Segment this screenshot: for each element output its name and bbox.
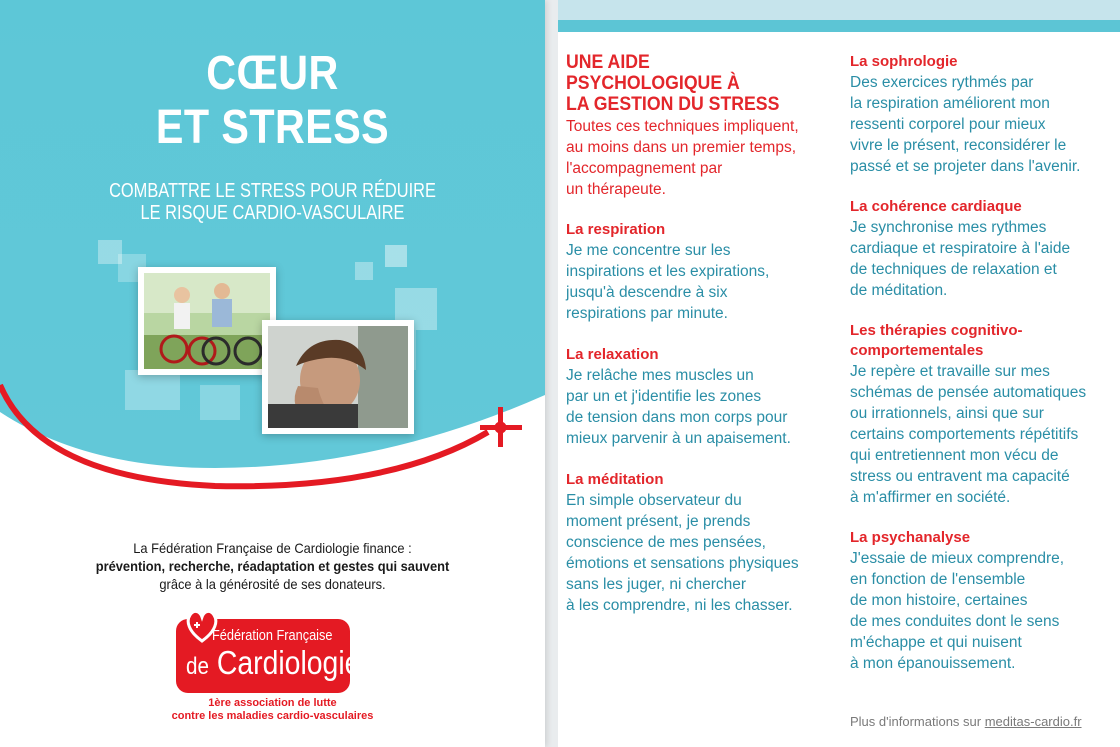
section-text	[850, 548, 1120, 674]
logo-tagline-line1: 1ère association de lutte	[208, 697, 337, 709]
cover-title-line1: CŒUR	[206, 47, 339, 100]
section-line: de techniques de relaxation et	[850, 261, 1057, 278]
section-line: émotions et sensations physiques	[566, 555, 799, 572]
section-title: La relaxation	[566, 346, 659, 363]
intro-line: l'accompagnement par	[566, 160, 723, 177]
section-sophrologie	[850, 52, 1120, 177]
section-title: La méditation	[566, 471, 664, 488]
main-heading-line: LA GESTION DU STRESS	[566, 94, 780, 115]
section-title-line: comportementales	[850, 342, 984, 359]
section-line: ressenti corporel pour mieux	[850, 116, 1046, 133]
column-left	[566, 52, 841, 616]
section-line: J'essaie de mieux comprendre,	[850, 550, 1065, 567]
section-coherence-cardiaque	[850, 197, 1120, 301]
column-right	[850, 52, 1120, 674]
section-meditation	[566, 470, 841, 616]
section-title-line: Les thérapies cognitivo-	[850, 322, 1023, 339]
section-relaxation	[566, 345, 841, 449]
section-line: jusqu'à descendre à six	[566, 284, 728, 301]
section-line: certains comportements répétitifs	[850, 426, 1079, 443]
section-line: conscience de mes pensées,	[566, 534, 766, 551]
section-title: La cohérence cardiaque	[850, 198, 1022, 215]
section-line: passé et se projeter dans l'avenir.	[850, 158, 1081, 175]
intro-line: Toutes ces techniques impliquent,	[566, 118, 799, 135]
intro-paragraph	[566, 116, 841, 200]
logo-text-federation: Fédération Française	[212, 627, 333, 644]
logo-text-de: de	[186, 653, 209, 680]
intro-line: un thérapeute.	[566, 181, 666, 198]
main-heading-line: PSYCHOLOGIQUE À	[566, 73, 740, 94]
section-therapies-cognitivo-comportementales	[850, 321, 1120, 508]
section-line: schémas de pensée automatiques	[850, 384, 1087, 401]
logo-tagline-line2: contre les maladies cardio-vasculaires	[171, 710, 374, 722]
section-line: moment présent, je prends	[566, 513, 751, 530]
section-line: cardiaque et respiratoire à l'aide	[850, 240, 1071, 257]
section-line: Je synchronise mes rythmes	[850, 219, 1047, 236]
federation-text-line3: grâce à la générosité de ses donateurs.	[159, 576, 386, 592]
section-line: En simple observateur du	[566, 492, 742, 509]
section-line: sans les juger, ni chercher	[566, 576, 747, 593]
section-line: à m'affirmer en société.	[850, 489, 1011, 506]
intro-line: au moins dans un premier temps,	[566, 139, 797, 156]
section-line: ou irrationnels, ainsi que sur	[850, 405, 1044, 422]
section-line: de mon histoire, certaines	[850, 592, 1028, 609]
cover-subtitle-line1: COMBATTRE LE STRESS POUR RÉDUIRE	[109, 180, 436, 202]
top-band-strip	[558, 20, 1120, 32]
section-title: La psychanalyse	[850, 529, 971, 546]
section-line: mieux parvenir à un apaisement.	[566, 430, 791, 447]
section-line: Je relâche mes muscles un	[566, 367, 754, 384]
section-line: inspirations et les expirations,	[566, 263, 770, 280]
section-line: Je repère et travaille sur mes	[850, 363, 1050, 380]
main-heading-line: UNE AIDE	[566, 52, 650, 73]
section-line: m'échappe et qui nuisent	[850, 634, 1022, 651]
section-line: en fonction de l'ensemble	[850, 571, 1026, 588]
section-line: de mes conduites dont le sens	[850, 613, 1060, 630]
section-line: stress ou entravent ma capacité	[850, 468, 1070, 485]
footer-info	[850, 714, 1082, 729]
section-line: respirations par minute.	[566, 305, 728, 322]
section-title: La sophrologie	[850, 53, 958, 70]
section-text	[566, 240, 841, 324]
section-title	[850, 321, 1120, 361]
section-line: Des exercices rythmés par	[850, 74, 1034, 91]
section-line: la respiration améliorent mon	[850, 95, 1050, 112]
section-line: Je me concentre sur les	[566, 242, 731, 259]
section-text	[850, 361, 1120, 508]
federation-text-line1: La Fédération Française de Cardiologie finance :	[133, 540, 412, 556]
section-line: par un et j'identifie les zones	[566, 388, 762, 405]
cover-title-line2: ET STRESS	[155, 101, 390, 154]
ffc-logo	[176, 619, 361, 693]
section-psychanalyse	[850, 528, 1120, 674]
section-text	[850, 217, 1120, 301]
section-line: de méditation.	[850, 282, 948, 299]
footer-link[interactable]: meditas-cardio.fr	[984, 714, 1082, 729]
section-text	[566, 490, 841, 616]
logo-text-cardiologie	[186, 643, 360, 687]
cycling-couple-photo	[138, 267, 276, 375]
section-respiration	[566, 220, 841, 324]
leaflet-cover	[0, 0, 545, 747]
section-line: à mon épanouissement.	[850, 655, 1016, 672]
leaflet-inside-page	[558, 0, 1120, 747]
section-text	[566, 365, 841, 449]
section-line: de tension dans mon corps pour	[566, 409, 788, 426]
logo-text-main: Cardiologie	[216, 644, 361, 681]
section-line: vivre le présent, reconsidérer le	[850, 137, 1067, 154]
section-text	[850, 72, 1120, 177]
section-line: qui entretiennent mon vécu de	[850, 447, 1059, 464]
section-line: à les comprendre, ni les chasser.	[566, 597, 793, 614]
federation-text-line2: prévention, recherche, réadaptation et gestes qui sauvent	[95, 558, 450, 574]
footer-text: Plus d'informations sur	[850, 714, 982, 729]
section-title: La respiration	[566, 221, 666, 238]
main-heading	[566, 52, 822, 115]
cover-subtitle-line2: LE RISQUE CARDIO-VASCULAIRE	[140, 202, 405, 224]
stressed-man-photo	[262, 320, 414, 434]
